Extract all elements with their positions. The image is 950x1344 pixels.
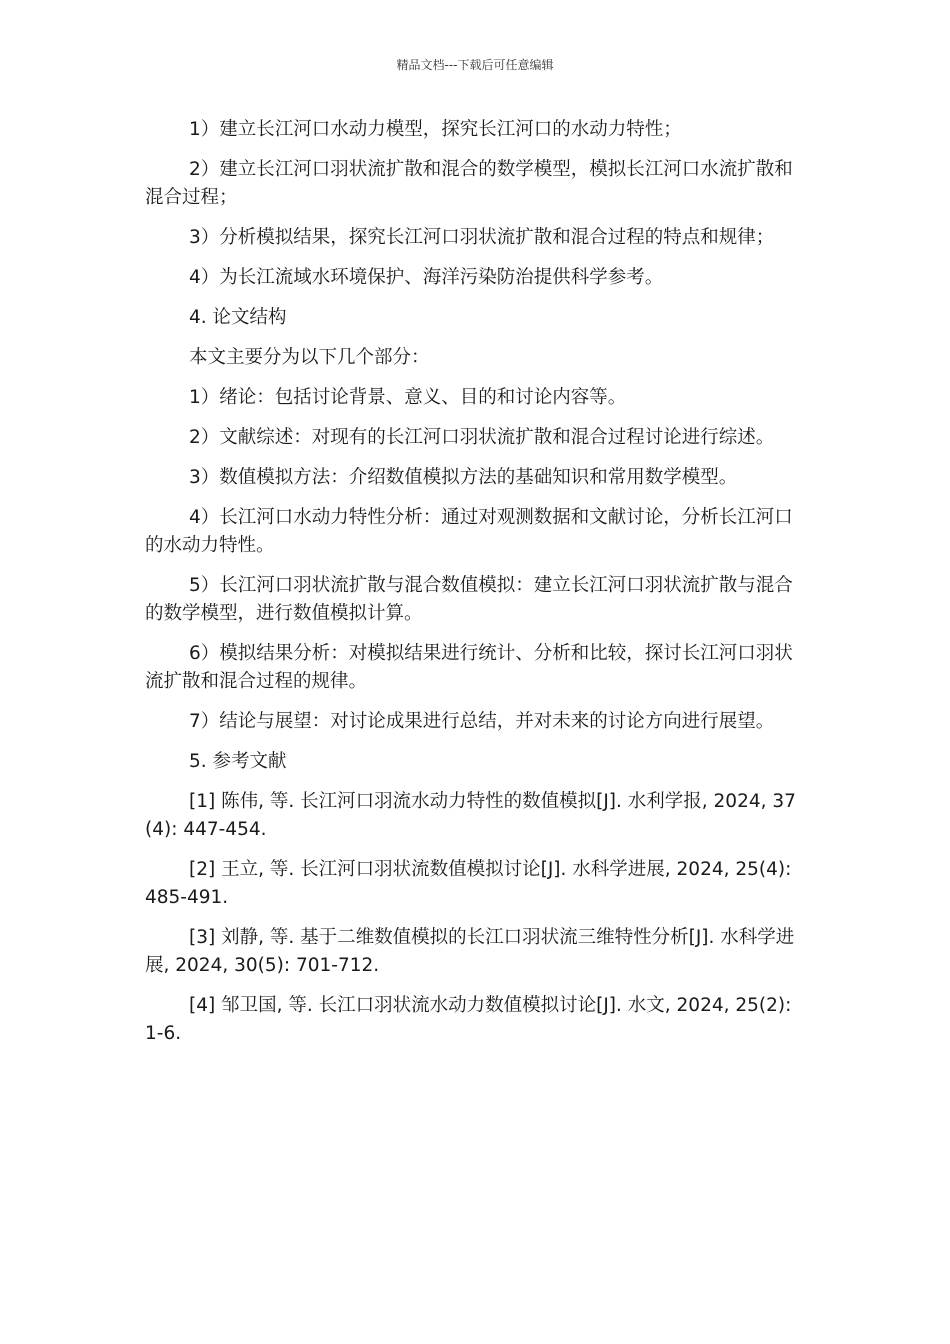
reference-2: [2] 王立, 等. 长江河口羽状流数值模拟讨论[J]. 水科学进展, 2024, 25(4): 485-491. (145, 859, 792, 908)
objective-1: 1）建立长江河口水动力模型，探究长江河口的水动力特性； (189, 119, 682, 140)
structure-item-6: 6）模拟结果分析：对模拟结果进行统计、分析和比较，探讨长江河口羽状流扩散和混合过程的规律。 (145, 643, 793, 692)
structure-item-7: 7）结论与展望：对讨论成果进行总结，并对未来的讨论方向进行展望。 (189, 711, 775, 732)
structure-item-4: 4）长江河口水动力特性分析：通过对观测数据和文献讨论，分析长江河口的水动力特性。 (145, 507, 793, 556)
page-header: 精品文档---下载后可任意编辑 (396, 58, 554, 72)
objective-3: 3）分析模拟结果，探究长江河口羽状流扩散和混合过程的特点和规律； (189, 227, 775, 248)
structure-item-1: 1）绪论：包括讨论背景、意义、目的和讨论内容等。 (189, 387, 627, 408)
structure-item-2: 2）文献综述：对现有的长江河口羽状流扩散和混合过程讨论进行综述。 (189, 427, 775, 448)
structure-item-5: 5）长江河口羽状流扩散与混合数值模拟：建立长江河口羽状流扩散与混合的数学模型，进行数值模拟计算。 (145, 575, 793, 624)
section-heading-references: 5. 参考文献 (189, 751, 287, 772)
reference-4: [4] 邹卫国, 等. 长江口羽状流水动力数值模拟讨论[J]. 水文, 2024, 25(2): 1-6. (145, 995, 792, 1044)
section-heading-structure: 4. 论文结构 (189, 307, 287, 328)
document-body (145, 116, 807, 1060)
structure-intro: 本文主要分为以下几个部分： (189, 347, 430, 368)
objective-2: 2）建立长江河口羽状流扩散和混合的数学模型，模拟长江河口水流扩散和混合过程； (145, 159, 793, 208)
objective-4: 4）为长江流域水环境保护、海洋污染防治提供科学参考。 (189, 267, 664, 288)
reference-1: [1] 陈伟, 等. 长江河口羽流水动力特性的数值模拟[J]. 水利学报, 2024, 37(4): 447-454. (145, 791, 796, 840)
reference-3: [3] 刘静, 等. 基于二维数值模拟的长江口羽状流三维特性分析[J]. 水科学进展, 2024, 30(5): 701-712. (145, 927, 795, 976)
structure-item-3: 3）数值模拟方法：介绍数值模拟方法的基础知识和常用数学模型。 (189, 467, 738, 488)
